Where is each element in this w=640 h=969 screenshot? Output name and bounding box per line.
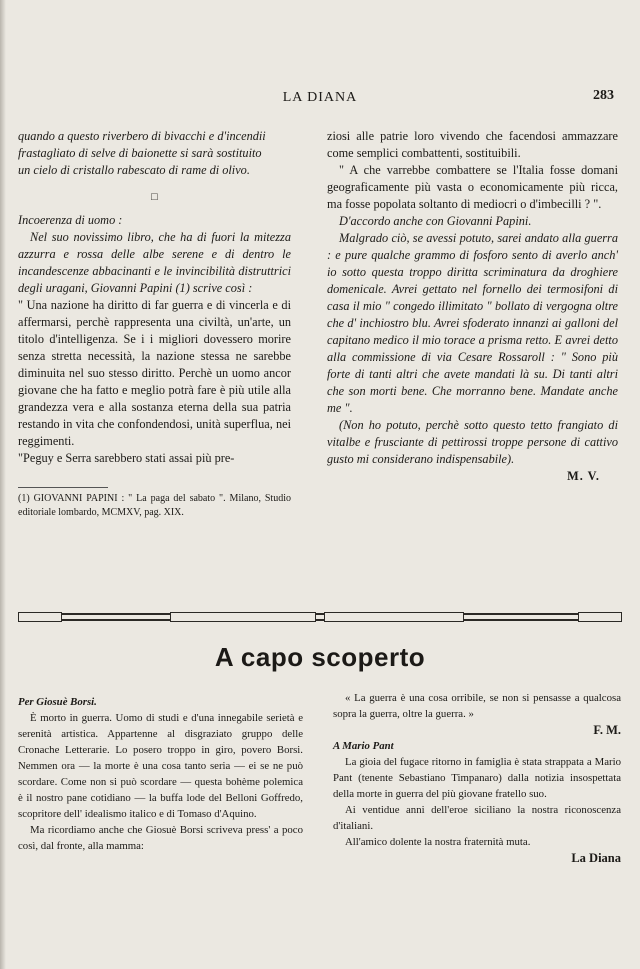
scan-edge-shadow [0, 0, 6, 969]
pant-paragraph-2: Ai ventidue anni dell'eroe siciliano la nostra riconoscenza d'italiani. [333, 804, 621, 832]
papini-quote-last-line: "Peguy e Serra sarebbero stati assai più pre- [18, 451, 235, 465]
quote-second-paragraph: " A che varrebbe combattere se l'Italia fosse domani geograficamente più vasta o economicamente più ricca, ma fosse popolata soltanto di mediocri o d'imbecilli ? ". [327, 163, 618, 211]
signature-mv: M. V. [567, 469, 600, 483]
intro-line-3: un cielo di cristallo rabescato di rame di olivo. [18, 163, 250, 177]
pant-paragraph-3: All'amico dolente la nostra fraternità muta. [345, 836, 531, 848]
right-column [327, 128, 618, 485]
lower-left-column [18, 694, 303, 854]
intro-line-1: quando a questo riverbero di bivacchi e d'incendii [18, 129, 266, 143]
footnote: (1) GIOVANNI PAPINI : " La paga del sabato ". Milano, Studio editoriale lombardo, MCMXV, pag. XIX. [18, 493, 291, 518]
section-title: A capo scoperto [214, 642, 426, 672]
accordo-line: D'accordo anche con Giovanni Papini. [339, 214, 532, 228]
page-number: 283 [593, 88, 614, 103]
non-ho-potuto-paragraph: (Non ho potuto, perchè sotto questo tetto frangiato di vitalbe e frusciante di pettirossi troppe persone di cattivo gusto mi considerano indispensabile). [327, 418, 618, 466]
pant-paragraph-1: La gioia del fugace ritorno in famiglia è stata strappata a Mario Pant (tenente Sebastiano Timpanaro) dalla notizia insospettata della morte in guerra del più giovane fratello suo. [333, 756, 621, 800]
signature-la-diana: La Diana [571, 851, 621, 865]
lower-right-column [333, 690, 621, 866]
running-header-title: LA DIANA [282, 90, 358, 105]
borsi-quote: « La guerra è una cosa orribile, se non si pensasse a qualcosa sopra la guerra, oltre la guerra. » [333, 692, 621, 720]
section-ornament: □ [151, 191, 158, 203]
borsi-paragraph-2: Ma ricordiamo anche che Giosuè Borsi scriveva press' a poco così, dal fronte, alla mamma: [18, 824, 303, 852]
papini-intro-paragraph: Nel suo novissimo libro, che ha di fuori la mitezza azzurra e rossa delle albe serene e di dentro le incandescenze abbacinanti e le invincibilità distruttrici degli uragani, Giovanni Papini (1) scrive così : [18, 230, 291, 295]
intro-line-2: frastagliato di selve di baionette si sarà sostituito [18, 146, 262, 160]
left-column [18, 128, 291, 520]
subhead-incoerenza: Incoerenza di uomo : [18, 213, 123, 227]
signature-fm: F. M. [593, 723, 621, 737]
quote-continuation: ziosi alle patrie loro vivendo che facendosi ammazzare come semplici combattenti, sostituibili. [327, 129, 618, 160]
subhead-mario-pant: A Mario Pant [333, 740, 394, 752]
borsi-paragraph-1: È morto in guerra. Uomo di studi e d'una innegabile serietà e serenità artistica. Appartenne al disgraziato gruppo delle Cronache Letterarie. Lo posero troppo in giro, povero Borsi. Nemmen ora — la morte è una cosa tanto seria — ei se ne può scordare. Come non si può scordare — questa bohème polemica è il nostro pane cotidiano — la buffa lode del Belloni Goffredo, scopritore dell' idealismo italico e di Tomaso d'Aquino. [18, 712, 303, 820]
papini-quote-paragraph: " Una nazione ha diritto di far guerra e di vincerla e di affermarsi, perchè rappresenta una civiltà, un'arte, un titolo d'intelligenza. Se i i migliori dovessero morire senza stretta necessità, la nazione stessa ne sarebbe diminuita nel suo stesso diritto. Perchè un uomo ancor giovane che ha fatto e meglio potrà fare è più utile alla grandezza vera e alla sostanza eterna della sua patria restando in vita che confondendosi, unità superflua, nei reggimenti. [18, 298, 291, 448]
malgrado-paragraph: Malgrado ciò, se avessi potuto, sarei andato alla guerra : e pure qualche grammo di fosforo sento di averlo anch' io sotto questa troppo diritta scriminatura da droghiere domenicale. Avrei gettato nel fornello dei termosifoni di casa il mio " congedo illimitato " bollato di vergogna oltre che d' inchiostro blu. Avrei sfoderato innanzi ai galloni del capitano medico il mio torace a prisma retto. E avrei detto alla commissione di via Cesare Rossaroll : " Sono più forte di tanti altri che avete mandati là su. Di tanti altri che son morti bene. Che morranno bene. Mandate anche me ". [327, 231, 618, 415]
subhead-borsi: Per Giosuè Borsi. [18, 696, 97, 708]
ornamental-divider [18, 612, 622, 622]
footnote-rule [18, 487, 108, 488]
